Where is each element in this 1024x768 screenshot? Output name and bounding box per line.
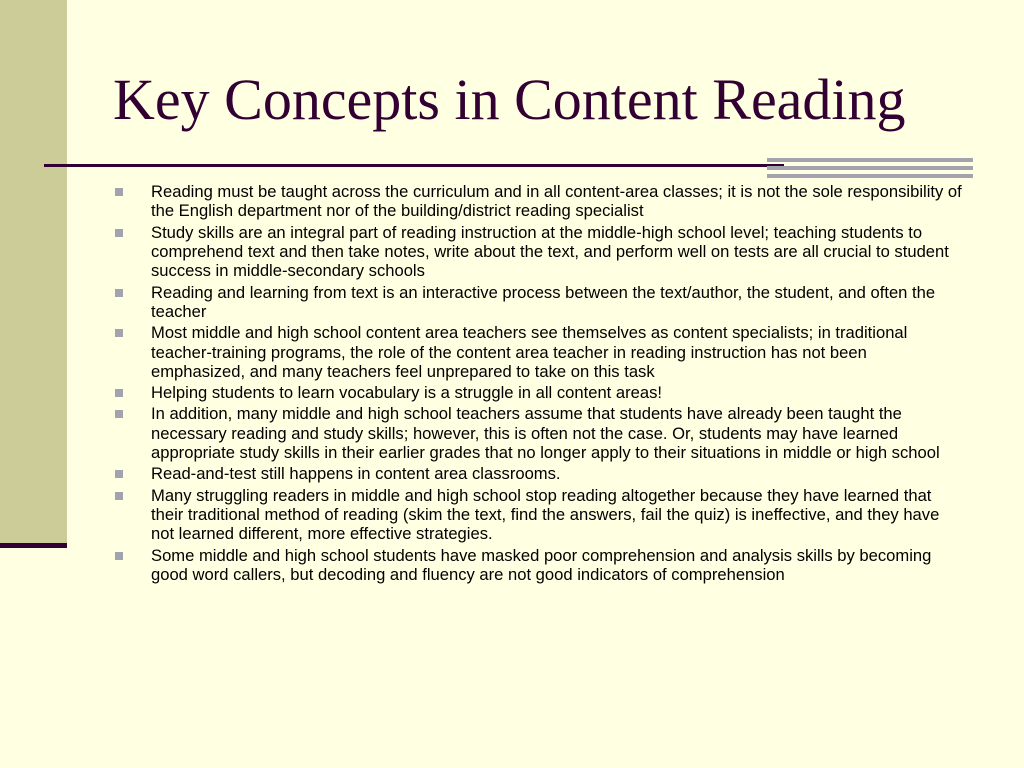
bullet-text: Some middle and high school students have masked poor comprehension and analysis skills by becoming good word callers, but decoding and fluency are not good indicators of comprehension — [151, 545, 932, 585]
square-bullet-icon — [115, 289, 123, 297]
square-bullet-icon — [115, 389, 123, 397]
bullet-item — [113, 323, 963, 381]
square-bullet-icon — [115, 229, 123, 237]
bullet-text: Most middle and high school content area teachers see themselves as content specialists; in traditional teacher-training programs, the role of the content area teacher in reading instruction has not been emphasized, and many teachers feel unprepared to take on this task — [151, 323, 908, 382]
bullet-text: Reading and learning from text is an interactive process between the text/author, the student, and often the teacher — [151, 282, 936, 322]
left-decorative-band — [0, 0, 67, 543]
bullet-text: Read-and-test still happens in content area classrooms. — [151, 464, 561, 484]
square-bullet-icon — [115, 552, 123, 560]
bullet-item — [113, 383, 963, 402]
bullet-text: Reading must be taught across the curriculum and in all content-area classes; it is not the sole responsibility of the English department nor of the building/district reading specialist — [151, 182, 962, 221]
bullet-text: Study skills are an integral part of reading instruction at the middle-high school level; teaching students to comprehend text and then take notes, write about the text, and perform well on tests are all crucial to student success in middle-secondary schools — [151, 222, 949, 281]
title-divider — [44, 164, 784, 167]
bullet-text: In addition, many middle and high school teachers assume that students have already been taught the necessary reading and study skills; however, this is often not the case. Or, students may have learned appropriate study skills in their earlier grades that no longer apply to their situations in middle or high school — [151, 404, 940, 463]
bullet-item — [113, 283, 963, 322]
bullet-item — [113, 486, 963, 544]
divider-accent-stripe — [767, 174, 973, 178]
square-bullet-icon — [115, 188, 123, 196]
square-bullet-icon — [115, 470, 123, 478]
bullet-text: Many struggling readers in middle and high school stop reading altogether because they have learned that their traditional method of reading (skim the text, find the answers, fail the quiz) is ineffective, and they have not learned different, more effective strategies. — [151, 485, 940, 544]
slide-title: Key Concepts in Content Reading — [113, 67, 906, 132]
divider-accent-stripe — [767, 158, 973, 162]
bullet-list — [113, 182, 963, 586]
bullet-item — [113, 546, 963, 585]
bullet-item — [113, 223, 963, 281]
bullet-item — [113, 404, 963, 462]
bullet-text: Helping students to learn vocabulary is a struggle in all content areas! — [151, 383, 663, 403]
divider-accent-stripe — [767, 166, 973, 170]
bullet-item — [113, 182, 963, 221]
left-band-underline — [0, 543, 67, 548]
square-bullet-icon — [115, 329, 123, 337]
square-bullet-icon — [115, 492, 123, 500]
bullet-item — [113, 464, 963, 483]
square-bullet-icon — [115, 410, 123, 418]
